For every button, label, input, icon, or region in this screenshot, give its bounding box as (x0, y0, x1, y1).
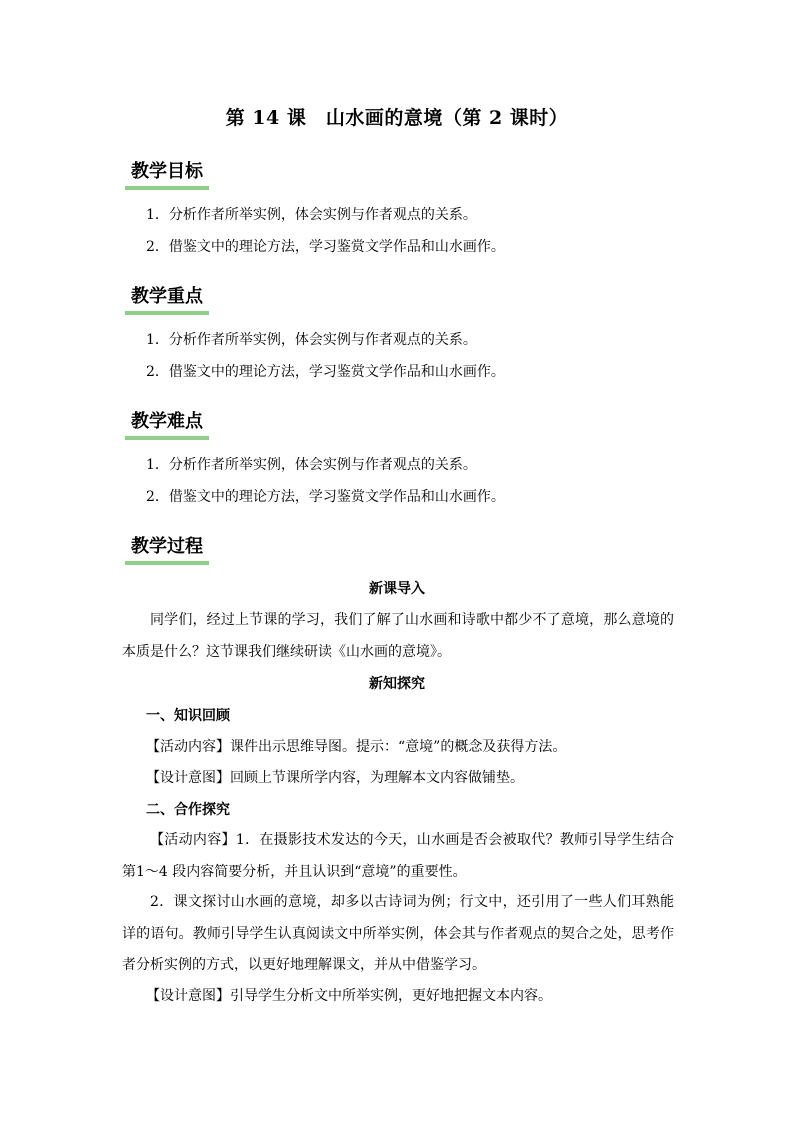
intro-paragraph: 同学们，经过上节课的学习，我们了解了山水画和诗歌中都少不了意境，那么意境的本质是什么？这节课我们继续研读《山水画的意境》。 (122, 612, 674, 660)
section-heading-goals: 教学目标 (125, 159, 209, 190)
section-heading-process: 教学过程 (125, 534, 209, 565)
section-heading-key-points: 教学重点 (125, 284, 209, 315)
part2-heading: 二、合作探究 (146, 802, 230, 818)
key-points-item-1: 1．分析作者所举实例，体会实例与作者观点的关系。 (146, 332, 477, 348)
section-heading-difficulties: 教学难点 (125, 409, 209, 440)
part2-design: 【设计意图】引导学生分析文中所举实例，更好地把握文本内容。 (146, 988, 552, 1004)
key-points-item-2: 2．借鉴文中的理论方法，学习鉴赏文学作品和山水画作。 (146, 364, 505, 380)
intro-heading: 新课导入 (369, 581, 425, 597)
lesson-title: 第 14 课 山水画的意境（第 2 课时） (225, 107, 569, 129)
difficulties-item-2: 2．借鉴文中的理论方法，学习鉴赏文学作品和山水画作。 (146, 489, 505, 505)
part2-activity: 【活动内容】1．在摄影技术发达的今天，山水画是否会被取代？教师引导学生结合第1～4 段内容简要分析，并且认识到“意境”的重要性。 (122, 832, 674, 880)
part1-heading: 一、知识回顾 (146, 708, 230, 724)
part1-activity: 【活动内容】课件出示思维导图。提示：“意境”的概念及获得方法。 (146, 739, 567, 755)
part1-design: 【设计意图】回顾上节课所学内容，为理解本文内容做铺垫。 (146, 770, 524, 786)
difficulties-item-1: 1．分析作者所举实例，体会实例与作者观点的关系。 (146, 457, 477, 473)
explore-heading: 新知探究 (369, 676, 425, 692)
part2-item-2: 2．课文探讨山水画的意境，却多以古诗词为例；行文中，还引用了一些人们耳熟能详的语句。教师引导学生认真阅读文中所举实例，体会其与作者观点的契合之处，思考作者分析实例的方式，以更好地理解课文，并从中借鉴学习。 (122, 894, 674, 973)
goals-item-2: 2．借鉴文中的理论方法，学习鉴赏文学作品和山水画作。 (146, 239, 505, 255)
goals-item-1: 1．分析作者所举实例，体会实例与作者观点的关系。 (146, 207, 477, 223)
